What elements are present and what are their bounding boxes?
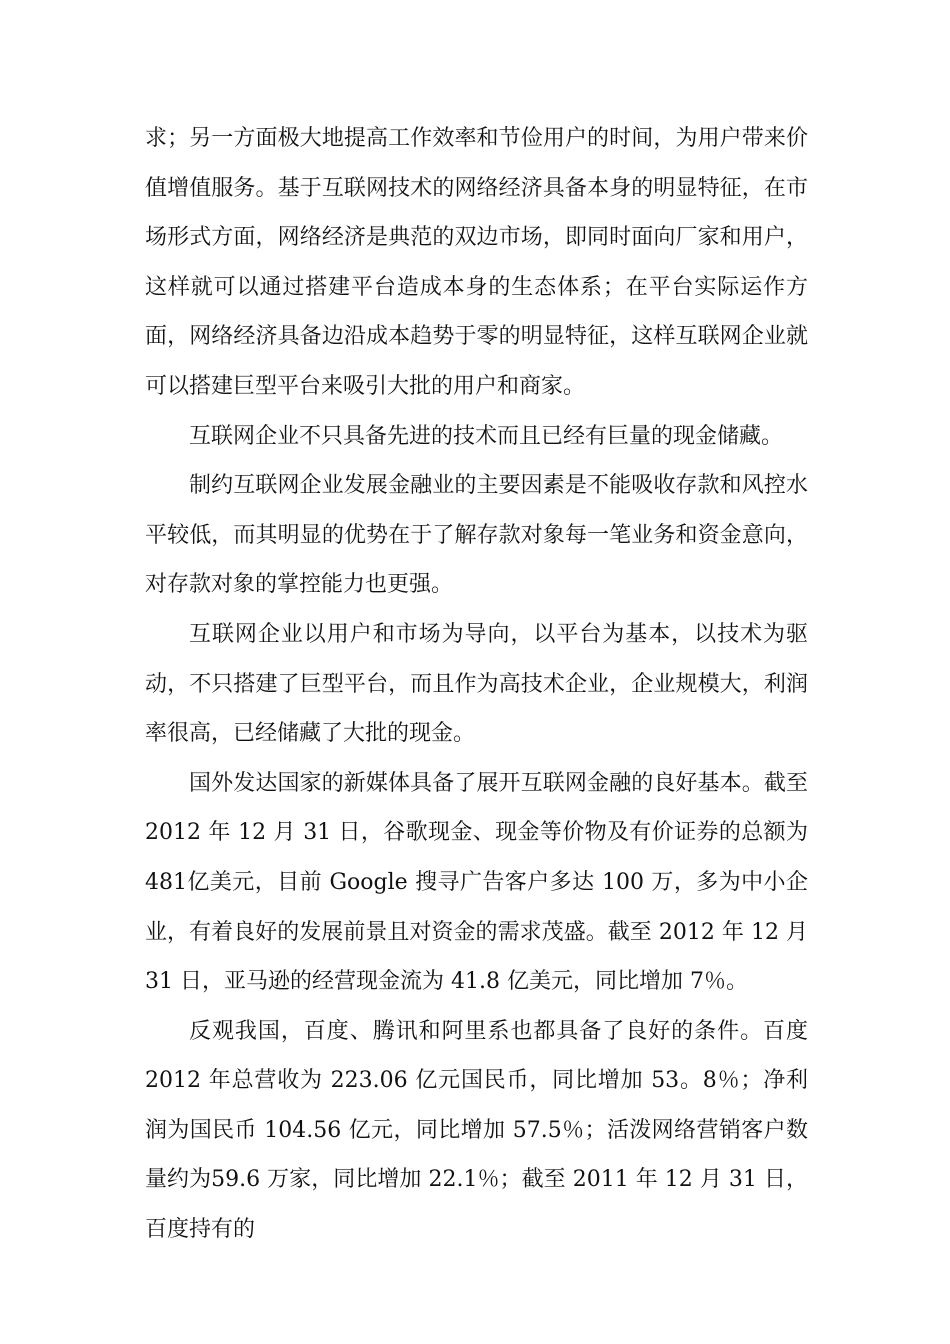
paragraph-5: 国外发达国家的新媒体具备了展开互联网金融的良好基本。截至2012 年 12 月 31 日，谷歌现金、现金等价物及有价证券的总额为 481亿美元，目前 Google 搜寻广告客户多达 100 万，多为中小企业，有着良好的发展前景且对资金的需求茂盛。截至 2012 年 12 月 31 日，亚马逊的经营现金流为 41.8 亿美元，同比增加 7％。 bbox=[145, 770, 808, 995]
paragraph-4: 互联网企业以用户和市场为导向，以平台为基本，以技术为驱动，不只搭建了巨型平台，而且作为高技术企业，企业规模大，利润率很高，已经储藏了大批的现金。 bbox=[145, 621, 808, 747]
paragraph-2: 互联网企业不只具备先进的技术而且已经有巨量的现金储藏。 bbox=[189, 423, 784, 449]
document-body bbox=[145, 114, 808, 1255]
paragraph-3: 制约互联网企业发展金融业的主要因素是不能吸收存款和风控水平较低，而其明显的优势在于了解存款对象每一笔业务和资金意向，对存款对象的掌控能力也更强。 bbox=[145, 473, 808, 598]
paragraph-1: 求；另一方面极大地提高工作效率和节俭用户的时间，为用户带来价值增值服务。基于互联网技术的网络经济具备本身的明显特征，在市场形式方面，网络经济是典范的双边市场，即同时面向厂家和用户，这样就可以通过搭建平台造成本身的生态体系；在平台实际运作方面，网络经济具备边沿成本趋势于零的明显特征，这样互联网企业就可以搭建巨型平台来吸引大批的用户和商家。 bbox=[145, 126, 808, 399]
paragraph-6: 反观我国，百度、腾讯和阿里系也都具备了良好的条件。百度2012 年总营收为 223.06 亿元国民币，同比增加 53。8％；净利润为国民币 104.56 亿元，同比增加 57.5％；活泼网络营销客户数量约为59.6 万家，同比增加 22.1％；截至 2011 年 12 月 31 日，百度持有的 bbox=[145, 1018, 808, 1243]
